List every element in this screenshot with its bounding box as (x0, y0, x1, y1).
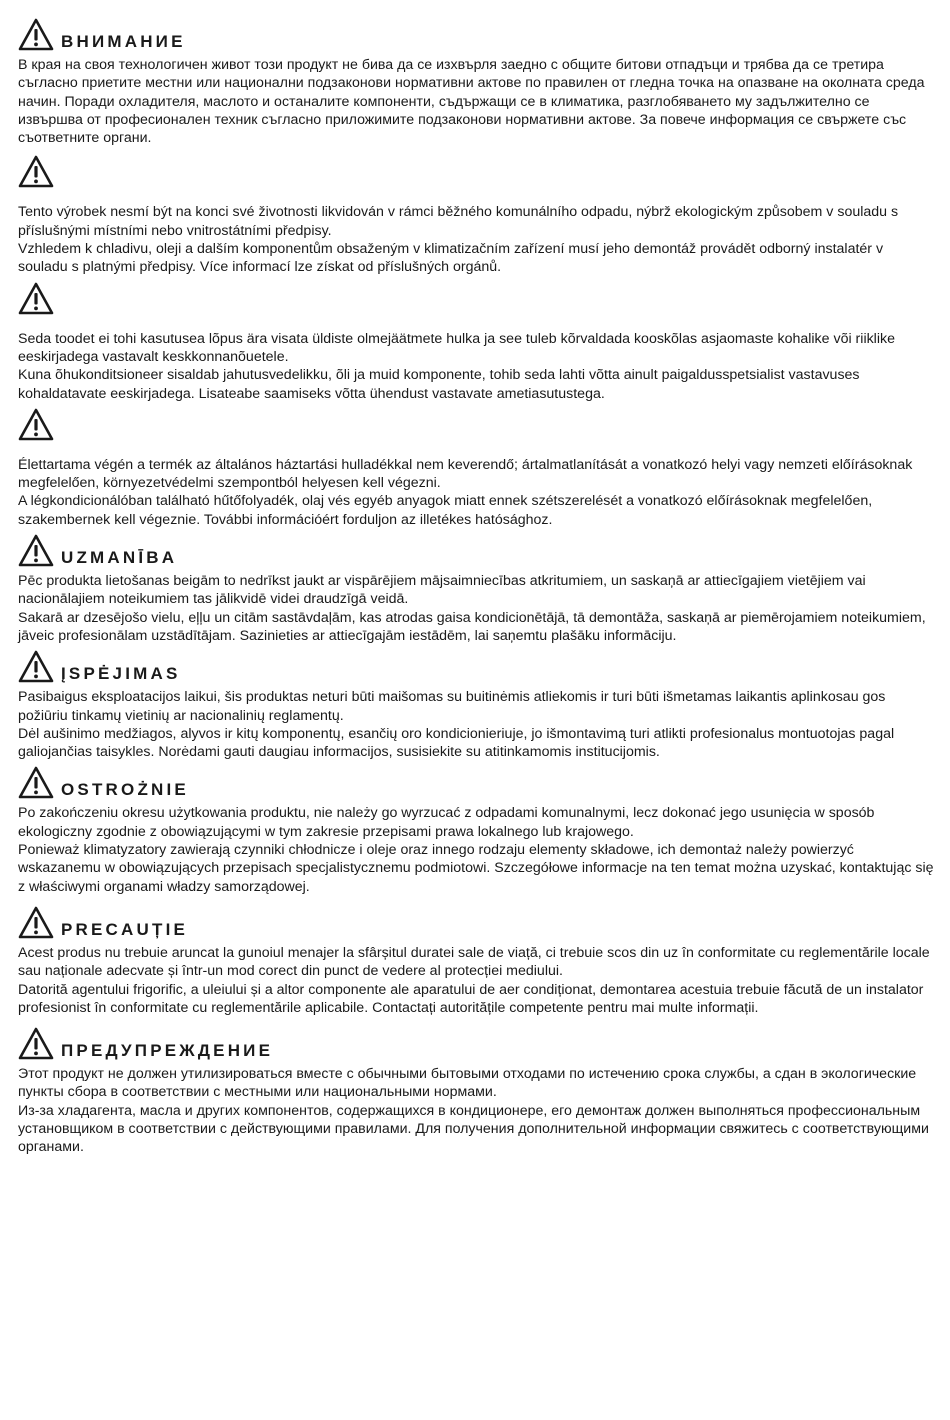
section-header (18, 764, 936, 800)
warning-section-estonian (18, 280, 936, 403)
paragraph: Dėl aušinimo medžiagos, alyvos ir kitų komponentų, esančių oro kondicionieriuje, jo išmontavimą turi atlikti profesionalus montuotojas pagal galiojančias taisykles. Norėdami gauti daugiau informacijos, susisiekite su atitinkamomis institucijomis. (18, 725, 895, 761)
paragraph: Pēc produkta lietošanas beigām to nedrīkst jaukt ar vispārējiem mājsaimniecības atkritumiem, un saskaņā ar attiecīgajiem vietējiem vai nacionālajiem noteikumiem tas jālikvidē videi draudzīgā veidā. (18, 573, 866, 608)
warning-triangle-icon (18, 1027, 54, 1061)
warning-section-romanian (18, 904, 936, 1017)
section-header (18, 16, 936, 52)
section-header (18, 1025, 936, 1061)
paragraph: Kuna õhukonditsioneer sisaldab jahutusvedelikku, õli ja muid komponente, tohib seda lahti võtta ainult paigaldusspetsialist vastavuses kohaldatavate eeskirjadega. Lisateabe saamiseks võtta ühendust vastavate ametiasutustega. (18, 367, 860, 402)
paragraph: Sakarā ar dzesējošo vielu, eļļu un citām sastāvdaļām, kas atrodas gaisa kondicionētājā, tā demontāža, saskaņā ar piemērojamiem noteikumiem, jāveic profesionālam uzstādītājam. Sazinieties ar attiecīgajām iestādēm, lai saņemtu plašāku informāciju. (18, 609, 926, 644)
paragraph: Pasibaigus eksploatacijos laikui, šis produktas neturi būti maišomas su buitinėmis atliekomis ir turi būti išmetamas laikantis aplinkosau gos požiūriu tinkamų vietinių ar nacionalinių reglamentų. (18, 689, 886, 724)
section-title: ВНИМАНИЕ (61, 32, 186, 51)
section-title: UZMANĪBA (61, 548, 178, 568)
paragraph: Из-за хладагента, масла и других компонентов, содержащихся в кондиционере, его демонтаж должен выполняться профессиональным установщиком в соответствии с действующими правилами. Для получения дополнительной информации свяжитесь с соответствующими органами. (18, 1102, 929, 1156)
warning-triangle-icon (18, 766, 54, 800)
warning-section-hungarian (18, 406, 936, 529)
section-header (18, 648, 936, 684)
section-body (18, 330, 936, 403)
section-body (18, 56, 936, 147)
warning-triangle-icon (18, 650, 54, 684)
warning-triangle-icon (18, 18, 54, 52)
warning-triangle-icon (18, 534, 54, 568)
warning-section-lithuanian (18, 648, 936, 761)
warning-notices-page (18, 16, 936, 1157)
section-title: ПРЕДУПРЕЖДЕНИЕ (61, 1041, 274, 1061)
paragraph: Seda toodet ei tohi kasutusea lõpus ära visata üldiste olmejäätmete hulka ja see tuleb kõrvaldada kooskõlas asjaomaste kohalike või riiklike eeskirjadega vastavalt keskkonnanõuetele. (18, 330, 895, 365)
warning-triangle-icon (18, 408, 54, 442)
section-body (18, 203, 936, 276)
warning-triangle-icon (18, 906, 54, 940)
paragraph: Élettartama végén a termék az általános háztartási hulladékkal nem keverendő; ártalmatlanítását a vonatkozó helyi vagy nemzeti előírásoknak megfelelően, környezetvédelmi szempontból helyesen kell végezni. (18, 456, 913, 492)
warning-section-russian (18, 1025, 936, 1156)
section-header (18, 904, 936, 940)
section-title: PRECAUȚIE (61, 919, 189, 939)
section-title: ĮSPĖJIMAS (61, 664, 181, 684)
paragraph: В края на своя технологичен живот този продукт не бива да се изхвърля заедно с общите битови отпадъци и трябва да се третира съгласно приетите местни или национални подзаконови нормативни актове по правилен от гледна точка на опазване на околната среда начин. Поради охладителя, маслото и останалите компоненти, съдържащи се в климатика, разглобяването му задължително се извършва от професионален техник съгласно приложимите подзаконови нормативни актове. За повече информация се свържете със съответните органи. (18, 57, 925, 147)
paragraph: Ponieważ klimatyzatory zawierają czynniki chłodnicze i oleje oraz innego rodzaju elementy składowe, ich demontaż należy powierzyć wskazanemu w obowiązujących przepisach specjalistycznemu podmiotowi. Szczegółowe informacje na ten temat można uzyskać, kontaktując się z właściwymi organami władzy samorządowej. (18, 842, 934, 895)
paragraph: A légkondicionálóban található hűtőfolyadék, olaj vés egyéb anyagok miatt ennek szétszerelését a vonatkozó előírásoknak megfelelően, szakembernek kell végeznie. További információért forduljon az illetékes hatósághoz. (18, 493, 873, 528)
warning-section-czech (18, 153, 936, 276)
section-header (18, 532, 936, 568)
section-title: OSTROŻNIE (61, 780, 189, 800)
section-body (18, 572, 936, 645)
paragraph: Этот продукт не должен утилизироваться вместе с обычными бытовыми отходами по истечению срока службы, а сдан в экологические пункты сбора в соответствии с местными или национальными нормами. (18, 1066, 917, 1101)
section-body (18, 804, 936, 895)
section-header (18, 280, 936, 316)
section-body (18, 1065, 936, 1156)
paragraph: Po zakończeniu okresu użytkowania produktu, nie należy go wyrzucać z odpadami komunalnymi, lecz dokonać jego usunięcia w sposób ekologiczny zgodnie z obowiązującymi w tym zakresie przepisami prawa lokalnego lub krajowego. (18, 805, 875, 840)
warning-triangle-icon (18, 282, 54, 316)
warning-triangle-icon (18, 155, 54, 189)
paragraph: Vzhledem k chladivu, oleji a dalším komponentům obsaženým v klimatizačním zařízení musí jeho demontáž provádět odborný instalatér v souladu s platnými předpisy. Více informací lze získat od příslušných orgánů. (18, 241, 884, 276)
warning-section-bulgarian (18, 16, 936, 147)
paragraph: Datorită agentului frigorific, a uleiului și a altor componente ale aparatului de aer condiționat, demontarea acestuia trebuie făcută de un instalator profesionist în conformitate cu reglementările aplicabile. Contactați autoritățile competente pentru mai multe informații. (18, 981, 924, 1016)
paragraph: Acest produs nu trebuie aruncat la gunoiul menajer la sfârșitul duratei sale de viață, ci trebuie scos din uz în conformitate cu reglementările locale sau naționale adecvate și într-un mod corect din punct de vedere al protecției mediului. (18, 944, 930, 980)
section-header (18, 406, 936, 442)
section-body (18, 688, 936, 761)
section-header (18, 153, 936, 189)
section-body (18, 456, 936, 529)
warning-section-polish (18, 764, 936, 895)
section-body (18, 944, 936, 1017)
warning-section-latvian (18, 532, 936, 645)
paragraph: Tento výrobek nesmí být na konci své životnosti likvidován v rámci běžného komunálního odpadu, nýbrž ekologickým způsobem v souladu s příslušnými místními nebo vnitrostátními předpisy. (18, 204, 899, 239)
